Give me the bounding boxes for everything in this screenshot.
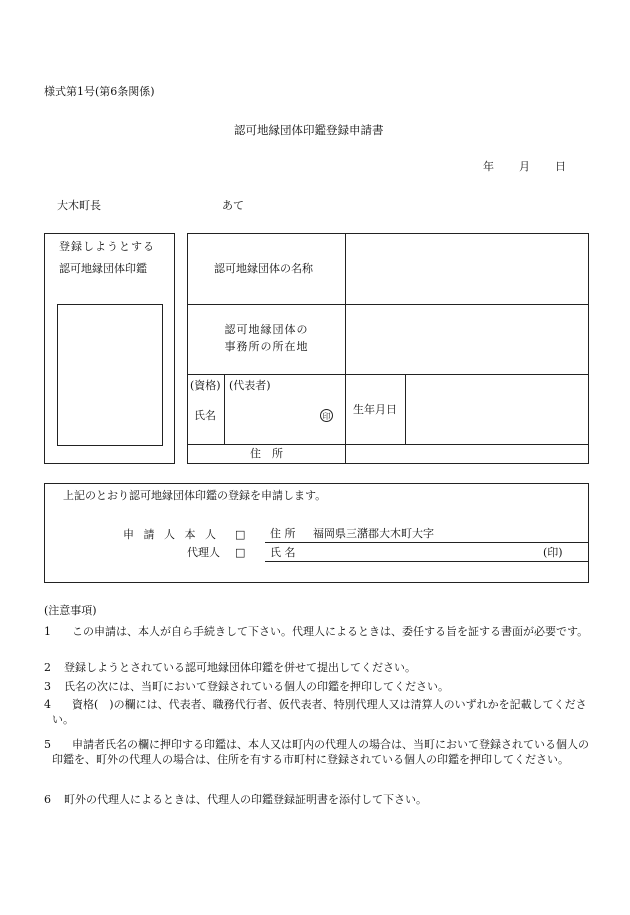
applicant-name-label: 氏 名	[270, 546, 296, 559]
date-month-label: 月	[519, 160, 530, 173]
applicant-address-label: 住 所	[270, 527, 296, 540]
note-number: 5	[44, 738, 51, 751]
org-name-label: 認可地縁団体の名称	[214, 262, 313, 275]
note-item	[44, 737, 589, 767]
applicant-seal-mark: (印)	[543, 546, 563, 559]
name-label: 氏名	[194, 409, 216, 422]
note-number: 6	[44, 793, 51, 806]
addressee: 大木町長	[57, 199, 101, 212]
name-underline	[265, 561, 588, 562]
note-text: 登録しようとされている認可地縁団体印鑑を併せて提出してください。	[64, 661, 416, 674]
office-label-line1: 認可地縁団体の	[224, 323, 309, 336]
application-box	[44, 483, 589, 583]
seal-box-label-line1: 登録しようとする	[59, 240, 155, 253]
office-label-line2: 事務所の所在地	[224, 340, 309, 353]
applicant-self-label: 申 請 人 本 人	[123, 528, 219, 541]
birthdate-field[interactable]	[407, 375, 587, 443]
applicant-self-checkbox[interactable]: □	[235, 528, 246, 541]
table-col-divider	[224, 374, 225, 444]
form-title: 認可地縁団体印鑑登録申請書	[234, 123, 384, 137]
note-item	[44, 697, 589, 727]
note-number: 4	[44, 698, 51, 711]
note-item	[44, 624, 589, 639]
org-name-field[interactable]	[347, 235, 587, 303]
info-table	[187, 233, 589, 464]
note-number: 1	[44, 625, 51, 638]
applicant-proxy-label: 代理人	[187, 546, 220, 559]
note-text: この申請は、本人が自ら手続きして下さい。代理人によるときは、委任する旨を証する書面が必要です。	[72, 625, 589, 638]
note-number: 2	[44, 661, 51, 674]
note-number: 3	[44, 680, 51, 693]
address-underline	[265, 542, 588, 543]
table-col-divider	[345, 234, 346, 463]
note-text: 町外の代理人によるときは、代理人の印鑑登録証明書を添付して下さい。	[64, 793, 427, 806]
seal-registration-box	[44, 233, 175, 464]
representative-address-field[interactable]	[347, 445, 587, 462]
applicant-proxy-checkbox[interactable]: □	[235, 546, 246, 559]
addressee-suffix: あて	[222, 199, 244, 212]
seal-box-label-line2: 認可地縁団体印鑑	[59, 262, 147, 275]
note-text: 資格( )の欄には、代表者、職務代行者、仮代表者、特別代理人又は清算人のいずれかを記載してください。	[52, 698, 587, 726]
address-label: 住 所	[250, 447, 283, 460]
representative-label: (代表者)	[229, 379, 271, 392]
note-item	[44, 792, 589, 807]
seal-mark: 印	[320, 409, 333, 422]
table-col-divider	[405, 374, 406, 444]
seal-impression-area[interactable]	[57, 304, 163, 446]
note-item	[44, 660, 589, 675]
note-item	[44, 679, 589, 694]
applicant-address-value[interactable]: 福岡県三潴郡大木町大字	[313, 527, 434, 540]
note-text: 申請者氏名の欄に押印する印鑑は、本人又は町内の代理人の場合は、当町において登録されている個人の印鑑を、町外の代理人の場合は、住所を有する市町村に登録されている個人の印鑑を押印してください。	[52, 738, 589, 766]
office-address-field[interactable]	[347, 305, 587, 373]
form-number: 様式第1号(第6条関係)	[44, 85, 155, 98]
note-text: 氏名の次には、当町において登録されている個人の印鑑を押印してください。	[64, 680, 449, 693]
birthdate-label: 生年月日	[353, 403, 397, 416]
notes-heading: (注意事項)	[44, 604, 97, 617]
date-day-label: 日	[555, 160, 566, 173]
applicant-name-field[interactable]	[313, 544, 533, 560]
application-statement: 上記のとおり認可地縁団体印鑑の登録を申請します。	[63, 489, 327, 502]
representative-name-field[interactable]	[226, 394, 316, 442]
qualification-label: (資格)	[190, 379, 221, 392]
date-year-label: 年	[483, 160, 494, 173]
